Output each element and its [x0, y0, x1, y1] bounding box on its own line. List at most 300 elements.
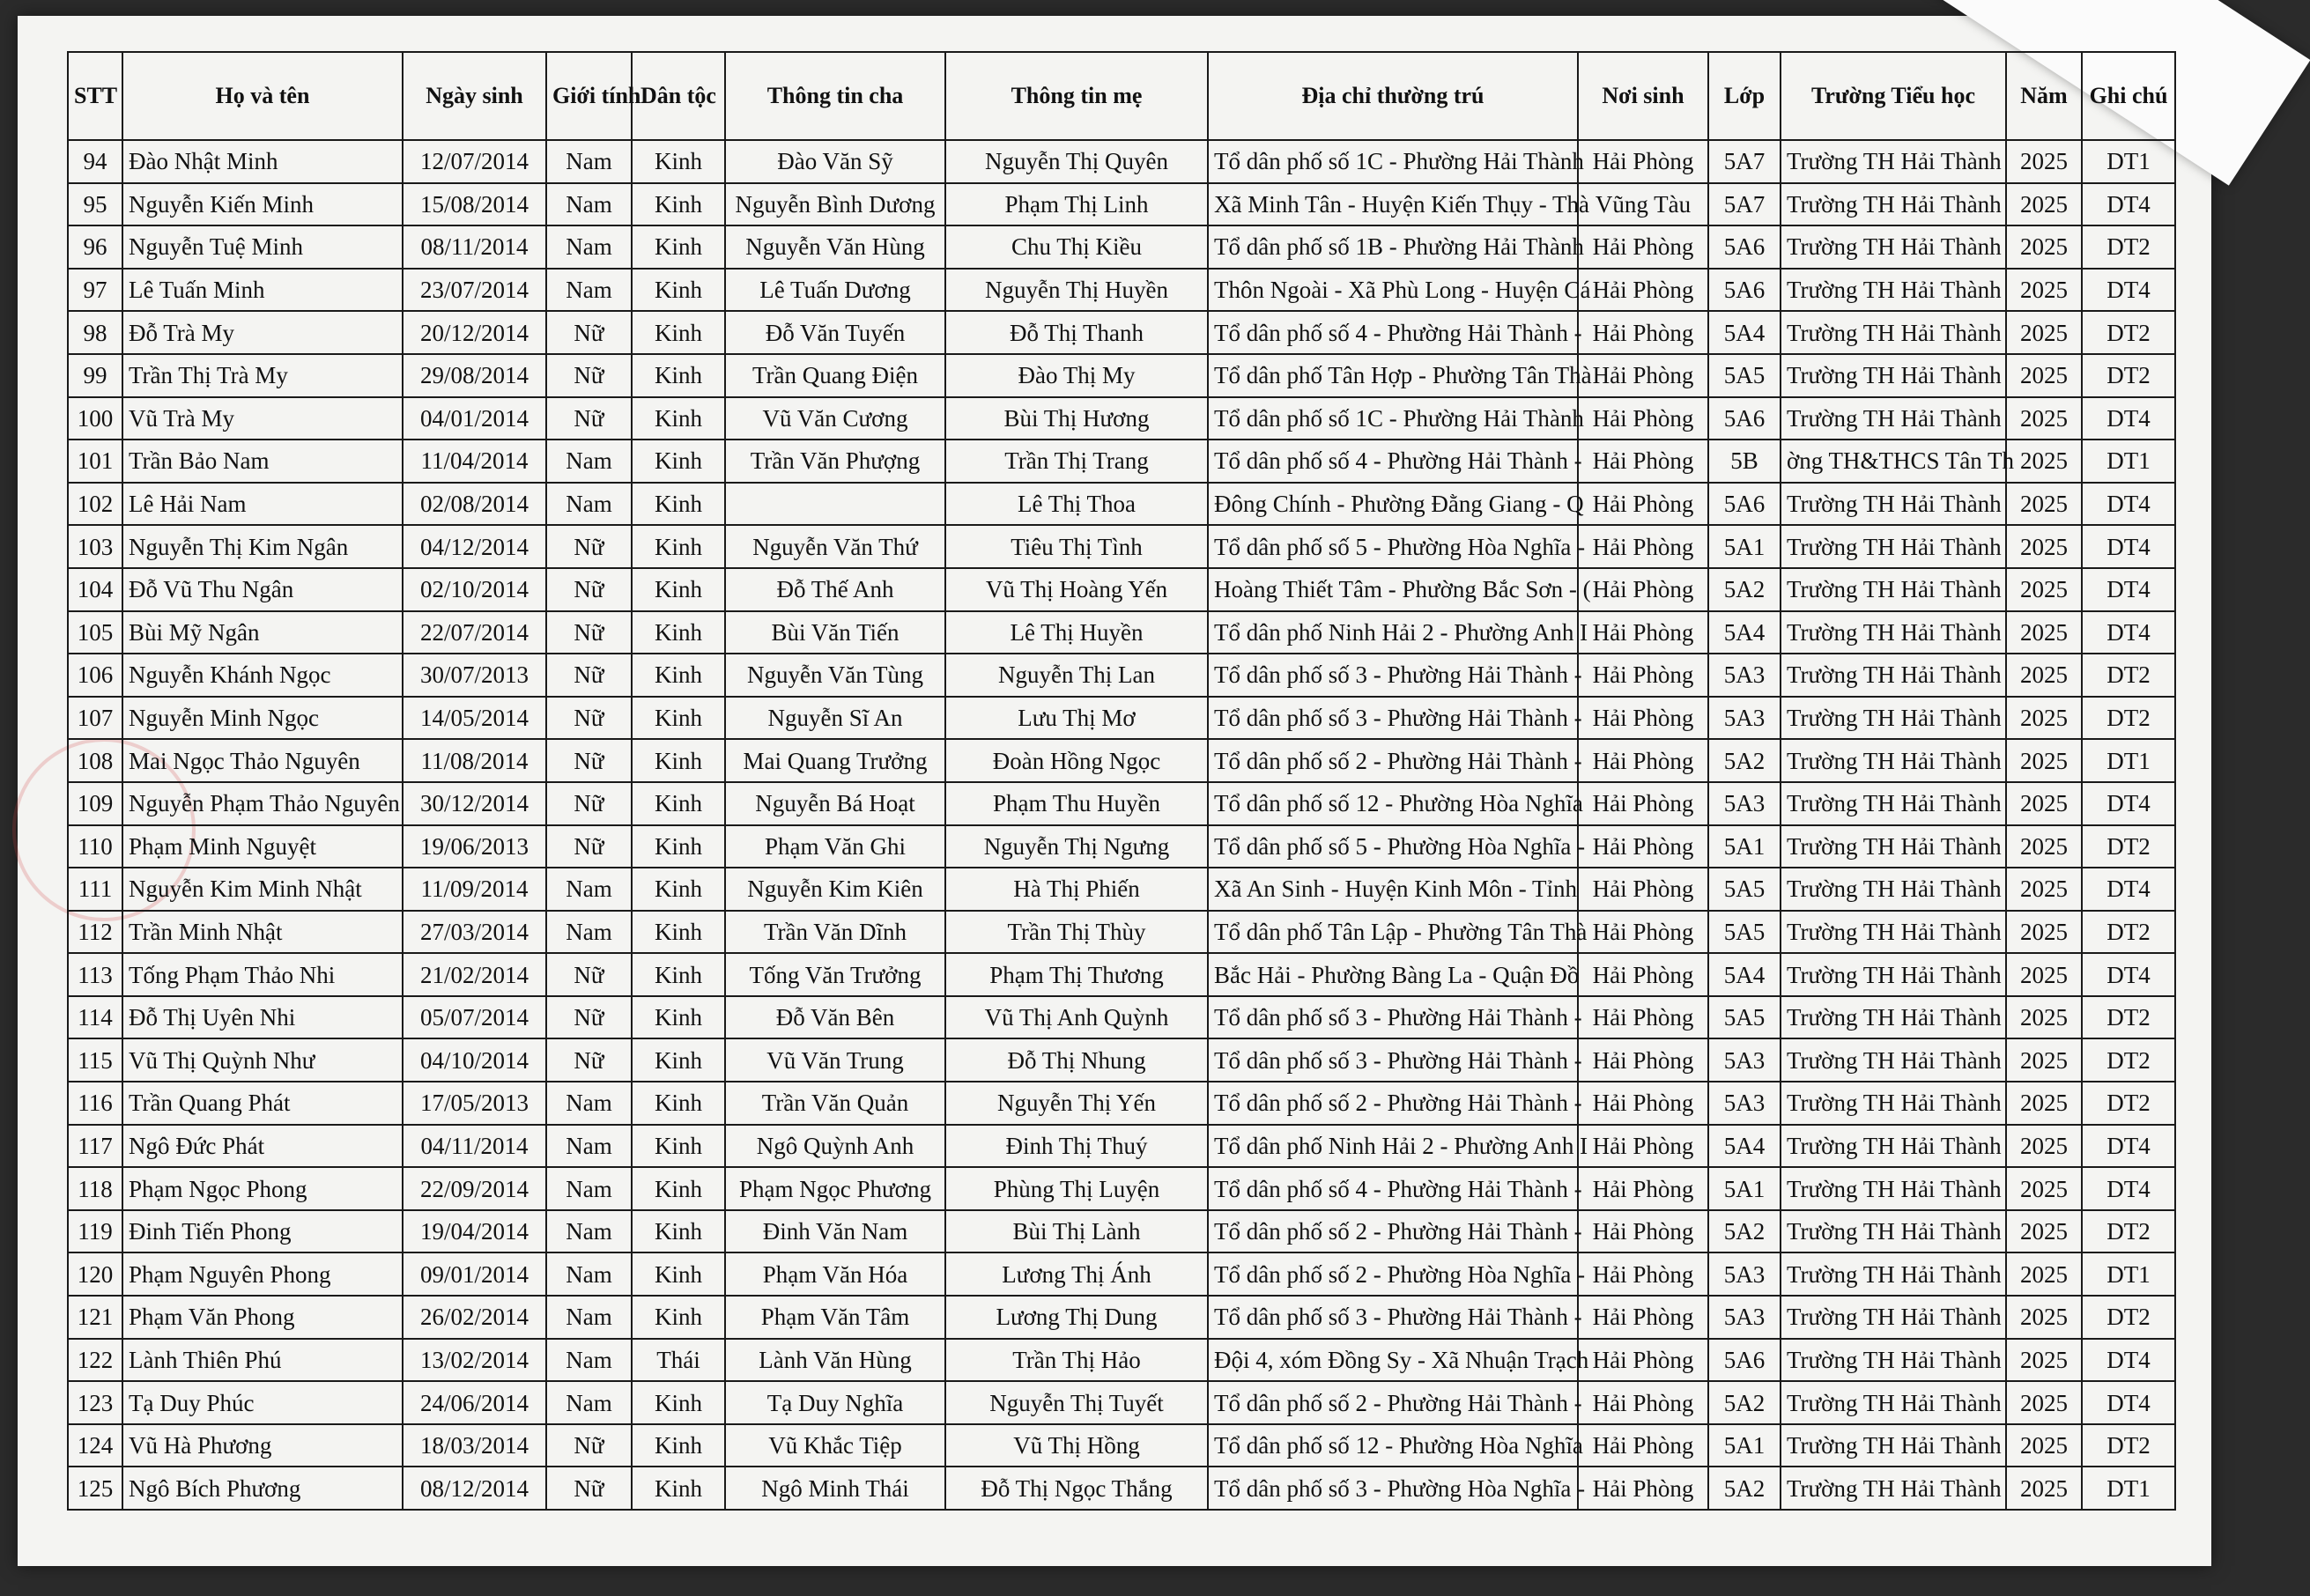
table-cell: DT2: [2082, 825, 2175, 868]
table-cell: 5A1: [1708, 825, 1781, 868]
table-cell: 2025: [2006, 1038, 2082, 1082]
table-cell: Tổ dân phố số 5 - Phường Hòa Nghĩa -: [1208, 825, 1578, 868]
table-cell: Kinh: [632, 1210, 725, 1253]
table-cell: Trường TH Hải Thành: [1781, 483, 2006, 526]
table-cell: Nguyễn Thị Kim Ngân: [122, 525, 403, 568]
table-cell: Vũ Văn Trung: [725, 1038, 945, 1082]
table-cell: Nữ: [546, 311, 632, 354]
column-header: Giới tính: [546, 52, 632, 140]
table-cell: Bắc Hải - Phường Bàng La - Quận Đồ: [1208, 953, 1578, 996]
table-cell: 5A3: [1708, 654, 1781, 697]
table-cell: Trường TH Hải Thành: [1781, 525, 2006, 568]
column-header: Trường Tiểu học: [1781, 52, 2006, 140]
table-cell: Tổ dân phố Tân Lập - Phường Tân Thà: [1208, 911, 1578, 954]
table-cell: 111: [68, 868, 122, 911]
table-cell: Nam: [546, 440, 632, 483]
table-cell: DT4: [2082, 782, 2175, 825]
table-cell: DT1: [2082, 1252, 2175, 1296]
table-cell: 118: [68, 1167, 122, 1210]
column-header: Thông tin cha: [725, 52, 945, 140]
table-cell: Tổ dân phố số 12 - Phường Hòa Nghĩa: [1208, 782, 1578, 825]
table-cell: 114: [68, 996, 122, 1039]
table-cell: Lương Thị Dung: [945, 1296, 1208, 1339]
table-cell: 5A6: [1708, 225, 1781, 269]
table-cell: Kinh: [632, 868, 725, 911]
table-cell: 122: [68, 1339, 122, 1382]
table-cell: Đỗ Vũ Thu Ngân: [122, 568, 403, 611]
table-cell: Đỗ Văn Tuyến: [725, 311, 945, 354]
table-cell: Phạm Văn Ghi: [725, 825, 945, 868]
table-cell: DT4: [2082, 611, 2175, 654]
table-cell: 08/12/2014: [403, 1467, 546, 1510]
table-cell: Bùi Mỹ Ngân: [122, 611, 403, 654]
table-cell: DT4: [2082, 483, 2175, 526]
table-cell: DT1: [2082, 739, 2175, 782]
table-cell: Kinh: [632, 140, 725, 183]
table-cell: Trần Văn Phượng: [725, 440, 945, 483]
table-cell: 5A2: [1708, 1381, 1781, 1424]
table-cell: Nữ: [546, 825, 632, 868]
table-row: [68, 525, 2175, 568]
table-cell: Đông Chính - Phường Đằng Giang - Q: [1208, 483, 1578, 526]
table-cell: Lê Tuấn Dương: [725, 269, 945, 312]
table-cell: Kinh: [632, 1125, 725, 1168]
table-cell: 5A7: [1708, 140, 1781, 183]
table-cell: 18/03/2014: [403, 1424, 546, 1467]
table-cell: 123: [68, 1381, 122, 1424]
table-cell: Hải Phòng: [1578, 1082, 1708, 1125]
column-header: Địa chỉ thường trú: [1208, 52, 1578, 140]
table-cell: Ngô Quỳnh Anh: [725, 1125, 945, 1168]
table-cell: Hải Phòng: [1578, 225, 1708, 269]
table-cell: Kinh: [632, 739, 725, 782]
table-cell: Kinh: [632, 1082, 725, 1125]
table-cell: DT4: [2082, 269, 2175, 312]
table-cell: Trường TH Hải Thành: [1781, 354, 2006, 397]
table-cell: Đoàn Hồng Ngọc: [945, 739, 1208, 782]
table-cell: Trường TH Hải Thành: [1781, 739, 2006, 782]
table-cell: Trường TH Hải Thành: [1781, 611, 2006, 654]
table-cell: Lưu Thị Mơ: [945, 697, 1208, 740]
table-cell: ờng TH&THCS Tân Th: [1781, 440, 2006, 483]
table-row: [68, 1082, 2175, 1125]
table-cell: Nguyễn Phạm Thảo Nguyên: [122, 782, 403, 825]
table-cell: Hải Phòng: [1578, 440, 1708, 483]
table-cell: Đỗ Thị Nhung: [945, 1038, 1208, 1082]
table-cell: Tổ dân phố Tân Hợp - Phường Tân Thà: [1208, 354, 1578, 397]
student-list-table: [67, 51, 2176, 1511]
table-row: [68, 354, 2175, 397]
table-cell: Kinh: [632, 953, 725, 996]
table-cell: DT2: [2082, 654, 2175, 697]
table-cell: Nữ: [546, 782, 632, 825]
table-cell: Tổ dân phố số 2 - Phường Hải Thành -: [1208, 1082, 1578, 1125]
table-cell: Trần Minh Nhật: [122, 911, 403, 954]
table-cell: Vũ Trà My: [122, 397, 403, 440]
table-cell: 02/08/2014: [403, 483, 546, 526]
table-row: [68, 269, 2175, 312]
table-cell: Vũ Thị Anh Quỳnh: [945, 996, 1208, 1039]
table-cell: Hải Phòng: [1578, 611, 1708, 654]
table-cell: Hải Phòng: [1578, 825, 1708, 868]
table-cell: 2025: [2006, 440, 2082, 483]
table-cell: 20/12/2014: [403, 311, 546, 354]
table-cell: Bùi Thị Lành: [945, 1210, 1208, 1253]
table-cell: Hải Phòng: [1578, 311, 1708, 354]
table-cell: Vũng Tàu: [1578, 183, 1708, 226]
table-cell: 2025: [2006, 225, 2082, 269]
table-cell: Đinh Thị Thuý: [945, 1125, 1208, 1168]
table-cell: Nam: [546, 868, 632, 911]
table-cell: Kinh: [632, 1167, 725, 1210]
table-cell: Kinh: [632, 1381, 725, 1424]
table-cell: 2025: [2006, 611, 2082, 654]
table-cell: DT2: [2082, 996, 2175, 1039]
table-cell: 5A1: [1708, 1424, 1781, 1467]
table-cell: Trường TH Hải Thành: [1781, 1467, 2006, 1510]
table-cell: Lương Thị Ánh: [945, 1252, 1208, 1296]
table-cell: Phạm Ngọc Phương: [725, 1167, 945, 1210]
table-cell: Tổ dân phố số 4 - Phường Hải Thành -: [1208, 1167, 1578, 1210]
table-cell: 5A6: [1708, 269, 1781, 312]
table-cell: 2025: [2006, 483, 2082, 526]
column-header: Ghi chú: [2082, 52, 2175, 140]
table-cell: Nữ: [546, 953, 632, 996]
table-cell: DT2: [2082, 911, 2175, 954]
table-cell: Trần Quang Phát: [122, 1082, 403, 1125]
table-cell: DT4: [2082, 1167, 2175, 1210]
table-cell: 11/08/2014: [403, 739, 546, 782]
table-cell: Trần Thị Trà My: [122, 354, 403, 397]
table-cell: Kinh: [632, 183, 725, 226]
table-cell: 2025: [2006, 1125, 2082, 1168]
column-header: Lớp: [1708, 52, 1781, 140]
table-cell: Nam: [546, 140, 632, 183]
column-header: Năm: [2006, 52, 2082, 140]
table-cell: Lành Văn Hùng: [725, 1339, 945, 1382]
table-row: [68, 996, 2175, 1039]
table-cell: Nguyễn Bình Dương: [725, 183, 945, 226]
table-cell: Nam: [546, 225, 632, 269]
table-cell: Xã Minh Tân - Huyện Kiến Thụy - Thà: [1208, 183, 1578, 226]
table-cell: Nam: [546, 1125, 632, 1168]
table-cell: Nam: [546, 1167, 632, 1210]
table-cell: Nguyễn Thị Ngưng: [945, 825, 1208, 868]
table-cell: Hải Phòng: [1578, 1167, 1708, 1210]
table-cell: Phạm Văn Tâm: [725, 1296, 945, 1339]
table-cell: 27/03/2014: [403, 911, 546, 954]
table-cell: DT4: [2082, 1381, 2175, 1424]
table-cell: Nam: [546, 911, 632, 954]
table-cell: 5A4: [1708, 953, 1781, 996]
table-cell: 05/07/2014: [403, 996, 546, 1039]
table-cell: 5A2: [1708, 1467, 1781, 1510]
table-cell: 13/02/2014: [403, 1339, 546, 1382]
table-cell: 5A2: [1708, 1210, 1781, 1253]
table-cell: Phạm Thị Thương: [945, 953, 1208, 996]
table-cell: Phạm Thị Linh: [945, 183, 1208, 226]
table-cell: 2025: [2006, 1252, 2082, 1296]
table-cell: 97: [68, 269, 122, 312]
table-cell: 30/12/2014: [403, 782, 546, 825]
table-cell: Nguyễn Văn Tùng: [725, 654, 945, 697]
header-row: [68, 52, 2175, 140]
table-cell: Thái: [632, 1339, 725, 1382]
table-cell: Tổ dân phố số 2 - Phường Hải Thành -: [1208, 1210, 1578, 1253]
table-cell: Tổ dân phố số 2 - Phường Hải Thành -: [1208, 739, 1578, 782]
table-cell: 2025: [2006, 269, 2082, 312]
table-row: [68, 953, 2175, 996]
table-cell: DT4: [2082, 1339, 2175, 1382]
table-cell: Kinh: [632, 354, 725, 397]
table-cell: [725, 483, 945, 526]
table-cell: Nam: [546, 183, 632, 226]
table-cell: Tổ dân phố số 4 - Phường Hải Thành -: [1208, 311, 1578, 354]
table-row: [68, 1296, 2175, 1339]
table-cell: Trường TH Hải Thành: [1781, 225, 2006, 269]
table-cell: 5A6: [1708, 483, 1781, 526]
table-cell: Trường TH Hải Thành: [1781, 140, 2006, 183]
table-cell: 95: [68, 183, 122, 226]
table-cell: 29/08/2014: [403, 354, 546, 397]
table-cell: Kinh: [632, 825, 725, 868]
table-cell: 2025: [2006, 825, 2082, 868]
table-cell: 2025: [2006, 1296, 2082, 1339]
table-cell: Mai Quang Trưởng: [725, 739, 945, 782]
table-cell: Hải Phòng: [1578, 868, 1708, 911]
table-cell: Phạm Nguyên Phong: [122, 1252, 403, 1296]
table-cell: Lê Thị Huyền: [945, 611, 1208, 654]
table-cell: Trường TH Hải Thành: [1781, 183, 2006, 226]
table-cell: Trường TH Hải Thành: [1781, 1167, 2006, 1210]
table-cell: Trường TH Hải Thành: [1781, 1424, 2006, 1467]
table-cell: Đỗ Thị Thanh: [945, 311, 1208, 354]
table-cell: 2025: [2006, 1082, 2082, 1125]
table-cell: Tổ dân phố số 1C - Phường Hải Thành: [1208, 397, 1578, 440]
table-cell: 112: [68, 911, 122, 954]
table-cell: 5A3: [1708, 697, 1781, 740]
table-cell: Hải Phòng: [1578, 1381, 1708, 1424]
table-cell: Ngô Đức Phát: [122, 1125, 403, 1168]
table-cell: 04/01/2014: [403, 397, 546, 440]
table-cell: Trường TH Hải Thành: [1781, 1210, 2006, 1253]
table-cell: Phạm Văn Phong: [122, 1296, 403, 1339]
table-cell: Kinh: [632, 1038, 725, 1082]
table-cell: 5A7: [1708, 183, 1781, 226]
table-cell: DT2: [2082, 1038, 2175, 1082]
table-cell: Ngô Bích Phương: [122, 1467, 403, 1510]
table-cell: Trường TH Hải Thành: [1781, 996, 2006, 1039]
table-cell: 2025: [2006, 140, 2082, 183]
table-cell: Tổ dân phố số 1C - Phường Hải Thành: [1208, 140, 1578, 183]
table-cell: Đỗ Thế Anh: [725, 568, 945, 611]
table-cell: Hải Phòng: [1578, 354, 1708, 397]
table-cell: DT2: [2082, 1296, 2175, 1339]
table-cell: 121: [68, 1296, 122, 1339]
table-cell: Trường TH Hải Thành: [1781, 953, 2006, 996]
table-cell: 124: [68, 1424, 122, 1467]
table-cell: Nguyễn Tuệ Minh: [122, 225, 403, 269]
table-cell: Hải Phòng: [1578, 483, 1708, 526]
table-cell: DT4: [2082, 868, 2175, 911]
table-row: [68, 440, 2175, 483]
table-cell: Nguyễn Minh Ngọc: [122, 697, 403, 740]
table-cell: Kinh: [632, 483, 725, 526]
table-cell: DT1: [2082, 140, 2175, 183]
table-cell: Hải Phòng: [1578, 269, 1708, 312]
table-cell: 17/05/2013: [403, 1082, 546, 1125]
table-cell: Kinh: [632, 525, 725, 568]
table-cell: Nữ: [546, 739, 632, 782]
table-cell: Tống Phạm Thảo Nhi: [122, 953, 403, 996]
table-cell: Lành Thiên Phú: [122, 1339, 403, 1382]
table-cell: DT4: [2082, 525, 2175, 568]
table-row: [68, 697, 2175, 740]
table-cell: Trần Văn Quản: [725, 1082, 945, 1125]
table-cell: 11/09/2014: [403, 868, 546, 911]
table-cell: Bùi Thị Hương: [945, 397, 1208, 440]
table-cell: DT4: [2082, 568, 2175, 611]
table-cell: Vũ Khắc Tiệp: [725, 1424, 945, 1467]
table-cell: Nguyễn Thị Huyền: [945, 269, 1208, 312]
table-cell: Nam: [546, 1381, 632, 1424]
table-cell: 26/02/2014: [403, 1296, 546, 1339]
table-cell: Nguyễn Văn Thứ: [725, 525, 945, 568]
table-cell: Nguyễn Thị Lan: [945, 654, 1208, 697]
table-cell: Kinh: [632, 654, 725, 697]
table-cell: 5B: [1708, 440, 1781, 483]
column-header: Họ và tên: [122, 52, 403, 140]
table-cell: 109: [68, 782, 122, 825]
table-cell: Phạm Thu Huyền: [945, 782, 1208, 825]
table-cell: 2025: [2006, 654, 2082, 697]
table-cell: Xã An Sinh - Huyện Kinh Môn - Tỉnh: [1208, 868, 1578, 911]
column-header: Dân tộc: [632, 52, 725, 140]
table-header: [68, 52, 2175, 140]
table-cell: Hải Phòng: [1578, 1339, 1708, 1382]
table-cell: Tổ dân phố số 3 - Phường Hải Thành -: [1208, 1296, 1578, 1339]
table-cell: 2025: [2006, 568, 2082, 611]
table-cell: Đội 4, xóm Đồng Sy - Xã Nhuận Trạch: [1208, 1339, 1578, 1382]
table-cell: Hải Phòng: [1578, 140, 1708, 183]
table-cell: Thôn Ngoài - Xã Phù Long - Huyện Cá: [1208, 269, 1578, 312]
table-cell: Nữ: [546, 525, 632, 568]
table-cell: Tổ dân phố số 2 - Phường Hải Thành -: [1208, 1381, 1578, 1424]
table-row: [68, 611, 2175, 654]
table-cell: Kinh: [632, 225, 725, 269]
table-cell: Tổ dân phố số 5 - Phường Hòa Nghĩa -: [1208, 525, 1578, 568]
table-cell: 2025: [2006, 1424, 2082, 1467]
table-cell: Trường TH Hải Thành: [1781, 1381, 2006, 1424]
table-cell: 19/06/2013: [403, 825, 546, 868]
table-row: [68, 140, 2175, 183]
table-cell: Hải Phòng: [1578, 739, 1708, 782]
table-cell: 106: [68, 654, 122, 697]
table-body: [68, 140, 2175, 1510]
table-cell: DT2: [2082, 1082, 2175, 1125]
column-header: STT: [68, 52, 122, 140]
table-cell: Tổ dân phố số 3 - Phường Hải Thành -: [1208, 996, 1578, 1039]
table-cell: 5A5: [1708, 354, 1781, 397]
table-cell: Hải Phòng: [1578, 1210, 1708, 1253]
table-cell: Nguyễn Thị Yến: [945, 1082, 1208, 1125]
table-cell: Kinh: [632, 1296, 725, 1339]
table-row: [68, 868, 2175, 911]
table-cell: Nguyễn Bá Hoạt: [725, 782, 945, 825]
table-cell: 08/11/2014: [403, 225, 546, 269]
table-cell: 2025: [2006, 782, 2082, 825]
table-cell: Tổ dân phố Ninh Hải 2 - Phường Anh I: [1208, 611, 1578, 654]
table-cell: 2025: [2006, 739, 2082, 782]
table-cell: Tổ dân phố số 2 - Phường Hòa Nghĩa -: [1208, 1252, 1578, 1296]
table-row: [68, 483, 2175, 526]
table-cell: 5A1: [1708, 525, 1781, 568]
table-cell: Tổ dân phố số 3 - Phường Hải Thành -: [1208, 1038, 1578, 1082]
table-cell: DT2: [2082, 1210, 2175, 1253]
table-cell: 120: [68, 1252, 122, 1296]
table-cell: 2025: [2006, 311, 2082, 354]
table-cell: Lê Tuấn Minh: [122, 269, 403, 312]
table-cell: Hà Thị Phiến: [945, 868, 1208, 911]
table-cell: 14/05/2014: [403, 697, 546, 740]
table-cell: 5A3: [1708, 1038, 1781, 1082]
table-row: [68, 782, 2175, 825]
table-cell: Nữ: [546, 996, 632, 1039]
table-cell: Hải Phòng: [1578, 1125, 1708, 1168]
table-cell: Tạ Duy Nghĩa: [725, 1381, 945, 1424]
table-cell: 104: [68, 568, 122, 611]
table-row: [68, 311, 2175, 354]
table-cell: Tổ dân phố số 3 - Phường Hải Thành -: [1208, 654, 1578, 697]
table-cell: 5A2: [1708, 568, 1781, 611]
table-cell: Nguyễn Kiến Minh: [122, 183, 403, 226]
table-cell: Trần Thị Thùy: [945, 911, 1208, 954]
table-row: [68, 225, 2175, 269]
table-cell: Trường TH Hải Thành: [1781, 911, 2006, 954]
table-cell: Trường TH Hải Thành: [1781, 269, 2006, 312]
table-row: [68, 654, 2175, 697]
table-cell: Trường TH Hải Thành: [1781, 1252, 2006, 1296]
table-cell: Trường TH Hải Thành: [1781, 825, 2006, 868]
table-cell: 5A5: [1708, 996, 1781, 1039]
table-cell: 22/07/2014: [403, 611, 546, 654]
table-row: [68, 1167, 2175, 1210]
table-cell: Kinh: [632, 311, 725, 354]
table-row: [68, 825, 2175, 868]
table-cell: 2025: [2006, 1381, 2082, 1424]
table-cell: 5A1: [1708, 1167, 1781, 1210]
table-cell: Tạ Duy Phúc: [122, 1381, 403, 1424]
table-cell: 09/01/2014: [403, 1252, 546, 1296]
table-cell: 5A6: [1708, 397, 1781, 440]
table-cell: 04/10/2014: [403, 1038, 546, 1082]
table-cell: Tiêu Thị Tình: [945, 525, 1208, 568]
table-cell: 5A5: [1708, 911, 1781, 954]
table-cell: 19/04/2014: [403, 1210, 546, 1253]
table-cell: 5A4: [1708, 311, 1781, 354]
table-cell: Hải Phòng: [1578, 996, 1708, 1039]
table-row: [68, 183, 2175, 226]
table-cell: 12/07/2014: [403, 140, 546, 183]
column-header: Ngày sinh: [403, 52, 546, 140]
table-cell: Chu Thị Kiều: [945, 225, 1208, 269]
table-cell: 2025: [2006, 697, 2082, 740]
table-row: [68, 568, 2175, 611]
table-cell: Nguyễn Thị Quyên: [945, 140, 1208, 183]
table-cell: 119: [68, 1210, 122, 1253]
table-cell: Lê Hải Nam: [122, 483, 403, 526]
table-cell: 108: [68, 739, 122, 782]
